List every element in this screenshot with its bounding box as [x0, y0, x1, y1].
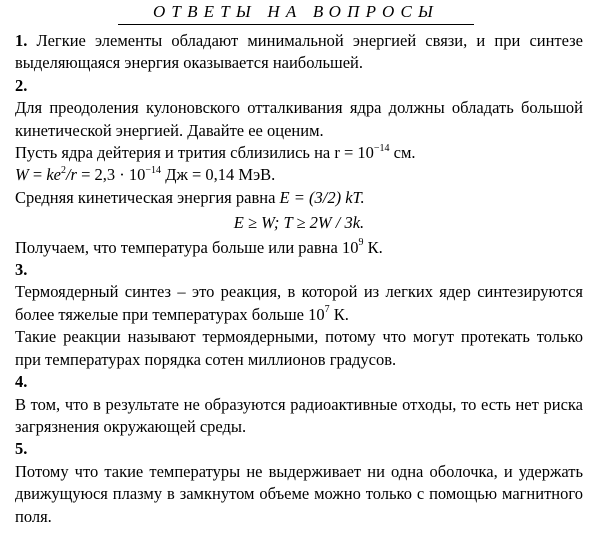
answer-5-number: 5.: [15, 439, 28, 459]
answer-5-text: Потому что такие температуры не выдерживает ни одна оболочка, и удержать движущуюся плазму в замкнутом объеме можно только с помощью магнитного поля.: [15, 461, 583, 526]
answer-1: [15, 30, 583, 75]
answer-2-condition-formula: E ≥ W; T ≥ 2W / 3k.: [233, 213, 365, 233]
answer-2-paragraph: Для преодоления кулоновского отталкивания ядра должны обладать большой кинетической энергией. Давайте ее оценим.: [15, 98, 583, 140]
answer-3-paragraph-2: Такие реакции называют термоядерными, потому что могут протекать только при температурах порядка сотен миллионов градусов.: [15, 327, 583, 369]
answer-4-text: В том, что в результате не образуются радиоактивные отходы, то есть нет риска загрязнения окружающей среды.: [15, 394, 583, 436]
answers-content: [15, 30, 583, 528]
page-title: ОТВЕТЫ НА ВОПРОСЫ: [118, 0, 474, 25]
answer-3-number: 3.: [15, 260, 28, 280]
answer-3-paragraph-1: Термоядерный синтез – это реакция, в которой из легких ядер синтезируются более тяжелые при температурах больше $10^7$ К.: [15, 282, 583, 324]
answer-2-number: 2.: [15, 75, 28, 95]
answer-4-number: 4.: [15, 372, 28, 392]
answer-2-conclusion: Получаем, что температура больше или равна $10^9$ К.: [15, 237, 383, 257]
answer-2-distance-line: Пусть ядра дейтерия и трития сблизились на $r = 10^{-14}$ см.: [15, 142, 416, 163]
answer-2-energy-formula: $W = ke^2/r = 2,3 \cdot 10^{-14}$ Дж = 0,14 МэВ.: [15, 164, 276, 185]
answer-2-kinetic-energy-line: Средняя кинетическая энергия равна E = (3/2) kT.: [15, 187, 365, 207]
answer-number: 1.: [15, 31, 28, 50]
answer-text: Легкие элементы обладают минимальной энергией связи, и при синтезе выделяющаяся энергия оказывается наибольшей.: [15, 31, 583, 73]
